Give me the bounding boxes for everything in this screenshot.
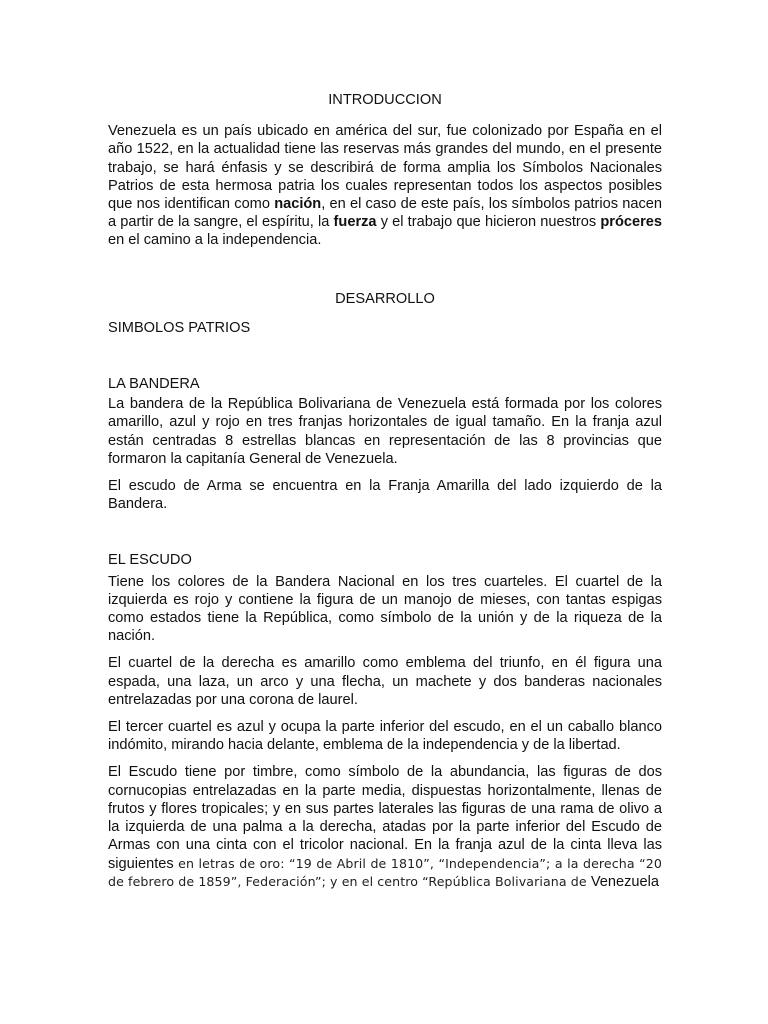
shield-heading: EL ESCUDO	[108, 552, 192, 569]
shield-paragraph-4-motto-text: en letras de oro: “19 de Abril de 1810”, “Independencia”; a la derecha “20 de febrero de 1859”, Federación”; y en el centro “República Bolivariana de	[108, 855, 662, 889]
flag-paragraph-2: El escudo de Arma se encuentra en la Franja Amarilla del lado izquierdo de la Bandera.	[108, 478, 662, 513]
flag-paragraph-1: La bandera de la República Bolivariana de Venezuela está formada por los colores amarillo, azul y rojo en tres franjas horizontales de igual tamaño. En la franja azul están centradas 8 estrellas blancas en representación de las 8 provincias que formaron la capitanía General de Venezuela.	[108, 396, 662, 467]
shield-paragraph-4-end: Venezuela	[590, 873, 659, 890]
introduction-text-4: en el camino a la independencia.	[108, 232, 322, 249]
introduction-paragraph	[108, 122, 662, 249]
introduction-heading: INTRODUCCION	[328, 92, 442, 108]
bold-word-nacion: nación	[274, 196, 322, 213]
bold-word-fuerza: fuerza	[333, 214, 377, 231]
shield-paragraph-1: Tiene los colores de la Bandera Nacional en los tres cuarteles. El cuartel de la izquierda es rojo y contiene la figura de un manojo de mieses, con tantas espigas como estados tiene la República, como símbolo de la unión y de la riqueza de la nación.	[108, 573, 662, 645]
symbols-subheading: SIMBOLOS PATRIOS	[108, 319, 251, 336]
flag-heading: LA BANDERA	[108, 376, 200, 393]
introduction-text-1: Venezuela es un país ubicado en américa del sur, fue colonizado por España en el año 1522, en la actualidad tiene las reservas más grandes del mundo, en el presente trabajo, se hará énfasis y se describirá de forma amplia los Símbolos Nacionales Patrios de esta hermosa patria los cuales representan todos los aspectos posibles que nos identifican como	[108, 123, 662, 213]
development-heading: DESARROLLO	[335, 290, 435, 307]
shield-paragraph-4-main: El Escudo tiene por timbre, como símbolo de la abundancia, las figuras de dos cornucopias entrelazadas en la parte media, dispuestas horizontalmente, llenas de frutos y flores tropicales; y en sus partes laterales las figuras de una rama de olivo a la izquierda de una palma a la derecha, atadas por la parte inferior del Escudo de Armas con una cinta con el tricolor nacional. En la franja azul de la cinta lleva las siguientes	[108, 764, 662, 872]
shield-paragraph-4	[108, 763, 662, 890]
bold-word-proceres: próceres	[600, 214, 663, 231]
introduction-text-3: y el trabajo que hicieron nuestros	[376, 214, 601, 231]
shield-paragraph-2: El cuartel de la derecha es amarillo como emblema del triunfo, en él figura una espada, una laza, un arco y una flecha, un machete y dos banderas nacionales entrelazadas por una corona de laurel.	[108, 655, 662, 708]
introduction-text-2: , en el caso de este país, los símbolos patrios nacen a partir de la sangre, el espíritu, la	[108, 196, 663, 231]
document-body	[108, 91, 662, 891]
shield-paragraph-3: El tercer cuartel es azul y ocupa la parte inferior del escudo, en el un caballo blanco indómito, mirando hacia delante, emblema de la independencia y de la libertad.	[108, 719, 662, 754]
